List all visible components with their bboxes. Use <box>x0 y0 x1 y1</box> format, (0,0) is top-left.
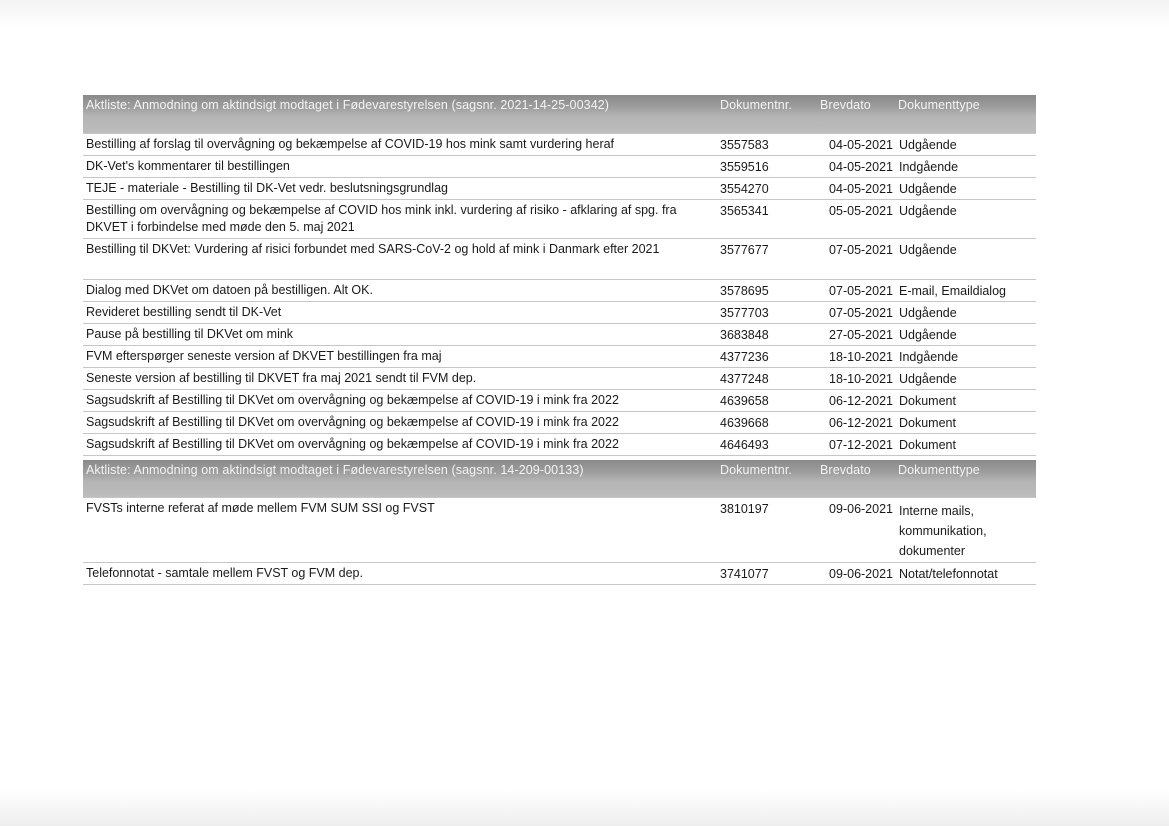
row-title: Pause på bestilling til DKVet om mink <box>83 324 711 346</box>
header-title: Aktliste: Anmodning om aktindsigt modtaget i Fødevarestyrelsen (sagsnr. 2021-14-25-00342) <box>83 95 711 116</box>
row-title: Bestilling af forslag til overvågning og bekæmpelse af COVID-19 hos mink samt vurdering heraf <box>83 134 711 156</box>
aktliste-table-1 <box>83 95 1036 456</box>
table-row <box>83 368 1036 390</box>
row-title: FVM efterspørger seneste version af DKVET bestillingen fra maj <box>83 346 711 368</box>
row-brevdato: 09-06-2021 <box>817 498 895 563</box>
row-dokumenttype: Udgående <box>895 324 1036 346</box>
row-title: Dialog med DKVet om datoen på bestilligen. Alt OK. <box>83 280 711 302</box>
row-dokumentnr: 3554270 <box>711 178 817 200</box>
row-dokumentnr: 4646493 <box>711 434 817 456</box>
row-brevdato: 06-12-2021 <box>817 412 895 434</box>
row-brevdato: 07-12-2021 <box>817 434 895 456</box>
row-dokumentnr: 4639668 <box>711 412 817 434</box>
row-title: DK-Vet's kommentarer til bestillingen <box>83 156 711 178</box>
row-dokumenttype: Udgående <box>895 178 1036 200</box>
table-row <box>83 434 1036 456</box>
row-title: Seneste version af bestilling til DKVET fra maj 2021 sendt til FVM dep. <box>83 368 711 390</box>
row-brevdato: 27-05-2021 <box>817 324 895 346</box>
row-dokumentnr: 3810197 <box>711 498 817 563</box>
table-row <box>83 239 1036 280</box>
row-title: Sagsudskrift af Bestilling til DKVet om overvågning og bekæmpelse af COVID-19 i mink fra 2022 <box>83 412 711 434</box>
aktliste-table-2 <box>83 460 1036 585</box>
table-row <box>83 280 1036 302</box>
header-dokumenttype: Dokumenttype <box>895 95 1036 116</box>
row-brevdato: 09-06-2021 <box>817 563 895 585</box>
row-brevdato: 05-05-2021 <box>817 200 895 239</box>
header-title: Aktliste: Anmodning om aktindsigt modtaget i Fødevarestyrelsen (sagsnr. 14-209-00133) <box>83 460 711 481</box>
row-brevdato: 07-05-2021 <box>817 239 895 280</box>
row-brevdato: 07-05-2021 <box>817 280 895 302</box>
table-header <box>83 95 1036 116</box>
table-row <box>83 200 1036 239</box>
row-dokumenttype: Indgående <box>895 156 1036 178</box>
row-dokumenttype: Udgående <box>895 302 1036 324</box>
table-header-band <box>83 481 1036 498</box>
row-dokumenttype: E-mail, Emaildialog <box>895 280 1036 302</box>
table-header-band <box>83 116 1036 134</box>
table-row <box>83 302 1036 324</box>
row-dokumenttype: Udgående <box>895 368 1036 390</box>
row-dokumenttype: Udgående <box>895 239 1036 280</box>
table-row <box>83 178 1036 200</box>
row-dokumenttype: Dokument <box>895 390 1036 412</box>
table-row <box>83 156 1036 178</box>
row-dokumentnr: 3741077 <box>711 563 817 585</box>
table-row <box>83 134 1036 156</box>
row-dokumentnr: 3559516 <box>711 156 817 178</box>
row-dokumentnr: 3578695 <box>711 280 817 302</box>
row-dokumentnr: 3557583 <box>711 134 817 156</box>
table-row <box>83 498 1036 563</box>
header-dokumenttype: Dokumenttype <box>895 460 1036 481</box>
row-dokumenttype: Interne mails, kommunikation, dokumenter <box>895 498 1036 563</box>
row-dokumentnr: 3565341 <box>711 200 817 239</box>
row-dokumenttype: Indgående <box>895 346 1036 368</box>
row-dokumenttype: Dokument <box>895 434 1036 456</box>
row-dokumentnr: 4639658 <box>711 390 817 412</box>
row-brevdato: 07-05-2021 <box>817 302 895 324</box>
row-brevdato: 04-05-2021 <box>817 156 895 178</box>
row-brevdato: 04-05-2021 <box>817 134 895 156</box>
row-dokumentnr: 3683848 <box>711 324 817 346</box>
row-dokumentnr: 3577703 <box>711 302 817 324</box>
row-dokumenttype: Udgående <box>895 200 1036 239</box>
table-row <box>83 563 1036 585</box>
table-row <box>83 412 1036 434</box>
row-dokumentnr: 3577677 <box>711 239 817 280</box>
table-row <box>83 346 1036 368</box>
header-brevdato: Brevdato <box>817 460 895 481</box>
header-brevdato: Brevdato <box>817 95 895 116</box>
row-title: Revideret bestilling sendt til DK-Vet <box>83 302 711 324</box>
row-dokumentnr: 4377248 <box>711 368 817 390</box>
table-row <box>83 390 1036 412</box>
row-brevdato: 18-10-2021 <box>817 346 895 368</box>
row-title: Bestilling til DKVet: Vurdering af risici forbundet med SARS-CoV-2 og hold af mink i Danmark efter 2021 <box>83 239 711 280</box>
row-title: FVSTs interne referat af møde mellem FVM SUM SSI og FVST <box>83 498 711 563</box>
row-brevdato: 18-10-2021 <box>817 368 895 390</box>
table-header <box>83 460 1036 481</box>
row-dokumenttype: Notat/telefonnotat <box>895 563 1036 585</box>
header-dokumentnr: Dokumentnr. <box>711 460 817 481</box>
row-title: TEJE - materiale - Bestilling til DK-Vet vedr. beslutsningsgrundlag <box>83 178 711 200</box>
scan-edge-bottom <box>0 790 1169 826</box>
row-title: Telefonnotat - samtale mellem FVST og FVM dep. <box>83 563 711 585</box>
row-brevdato: 04-05-2021 <box>817 178 895 200</box>
header-dokumentnr: Dokumentnr. <box>711 95 817 116</box>
row-title: Bestilling om overvågning og bekæmpelse af COVID hos mink inkl. vurdering af risiko - afklaring af spg. fra DKVET i forbindelse med møde den 5. maj 2021 <box>83 200 711 239</box>
row-brevdato: 06-12-2021 <box>817 390 895 412</box>
row-title: Sagsudskrift af Bestilling til DKVet om overvågning og bekæmpelse af COVID-19 i mink fra 2022 <box>83 434 711 456</box>
row-dokumenttype: Udgående <box>895 134 1036 156</box>
scan-edge-top <box>0 0 1169 28</box>
row-dokumenttype: Dokument <box>895 412 1036 434</box>
row-title: Sagsudskrift af Bestilling til DKVet om overvågning og bekæmpelse af COVID-19 i mink fra 2022 <box>83 390 711 412</box>
row-dokumentnr: 4377236 <box>711 346 817 368</box>
table-row <box>83 324 1036 346</box>
